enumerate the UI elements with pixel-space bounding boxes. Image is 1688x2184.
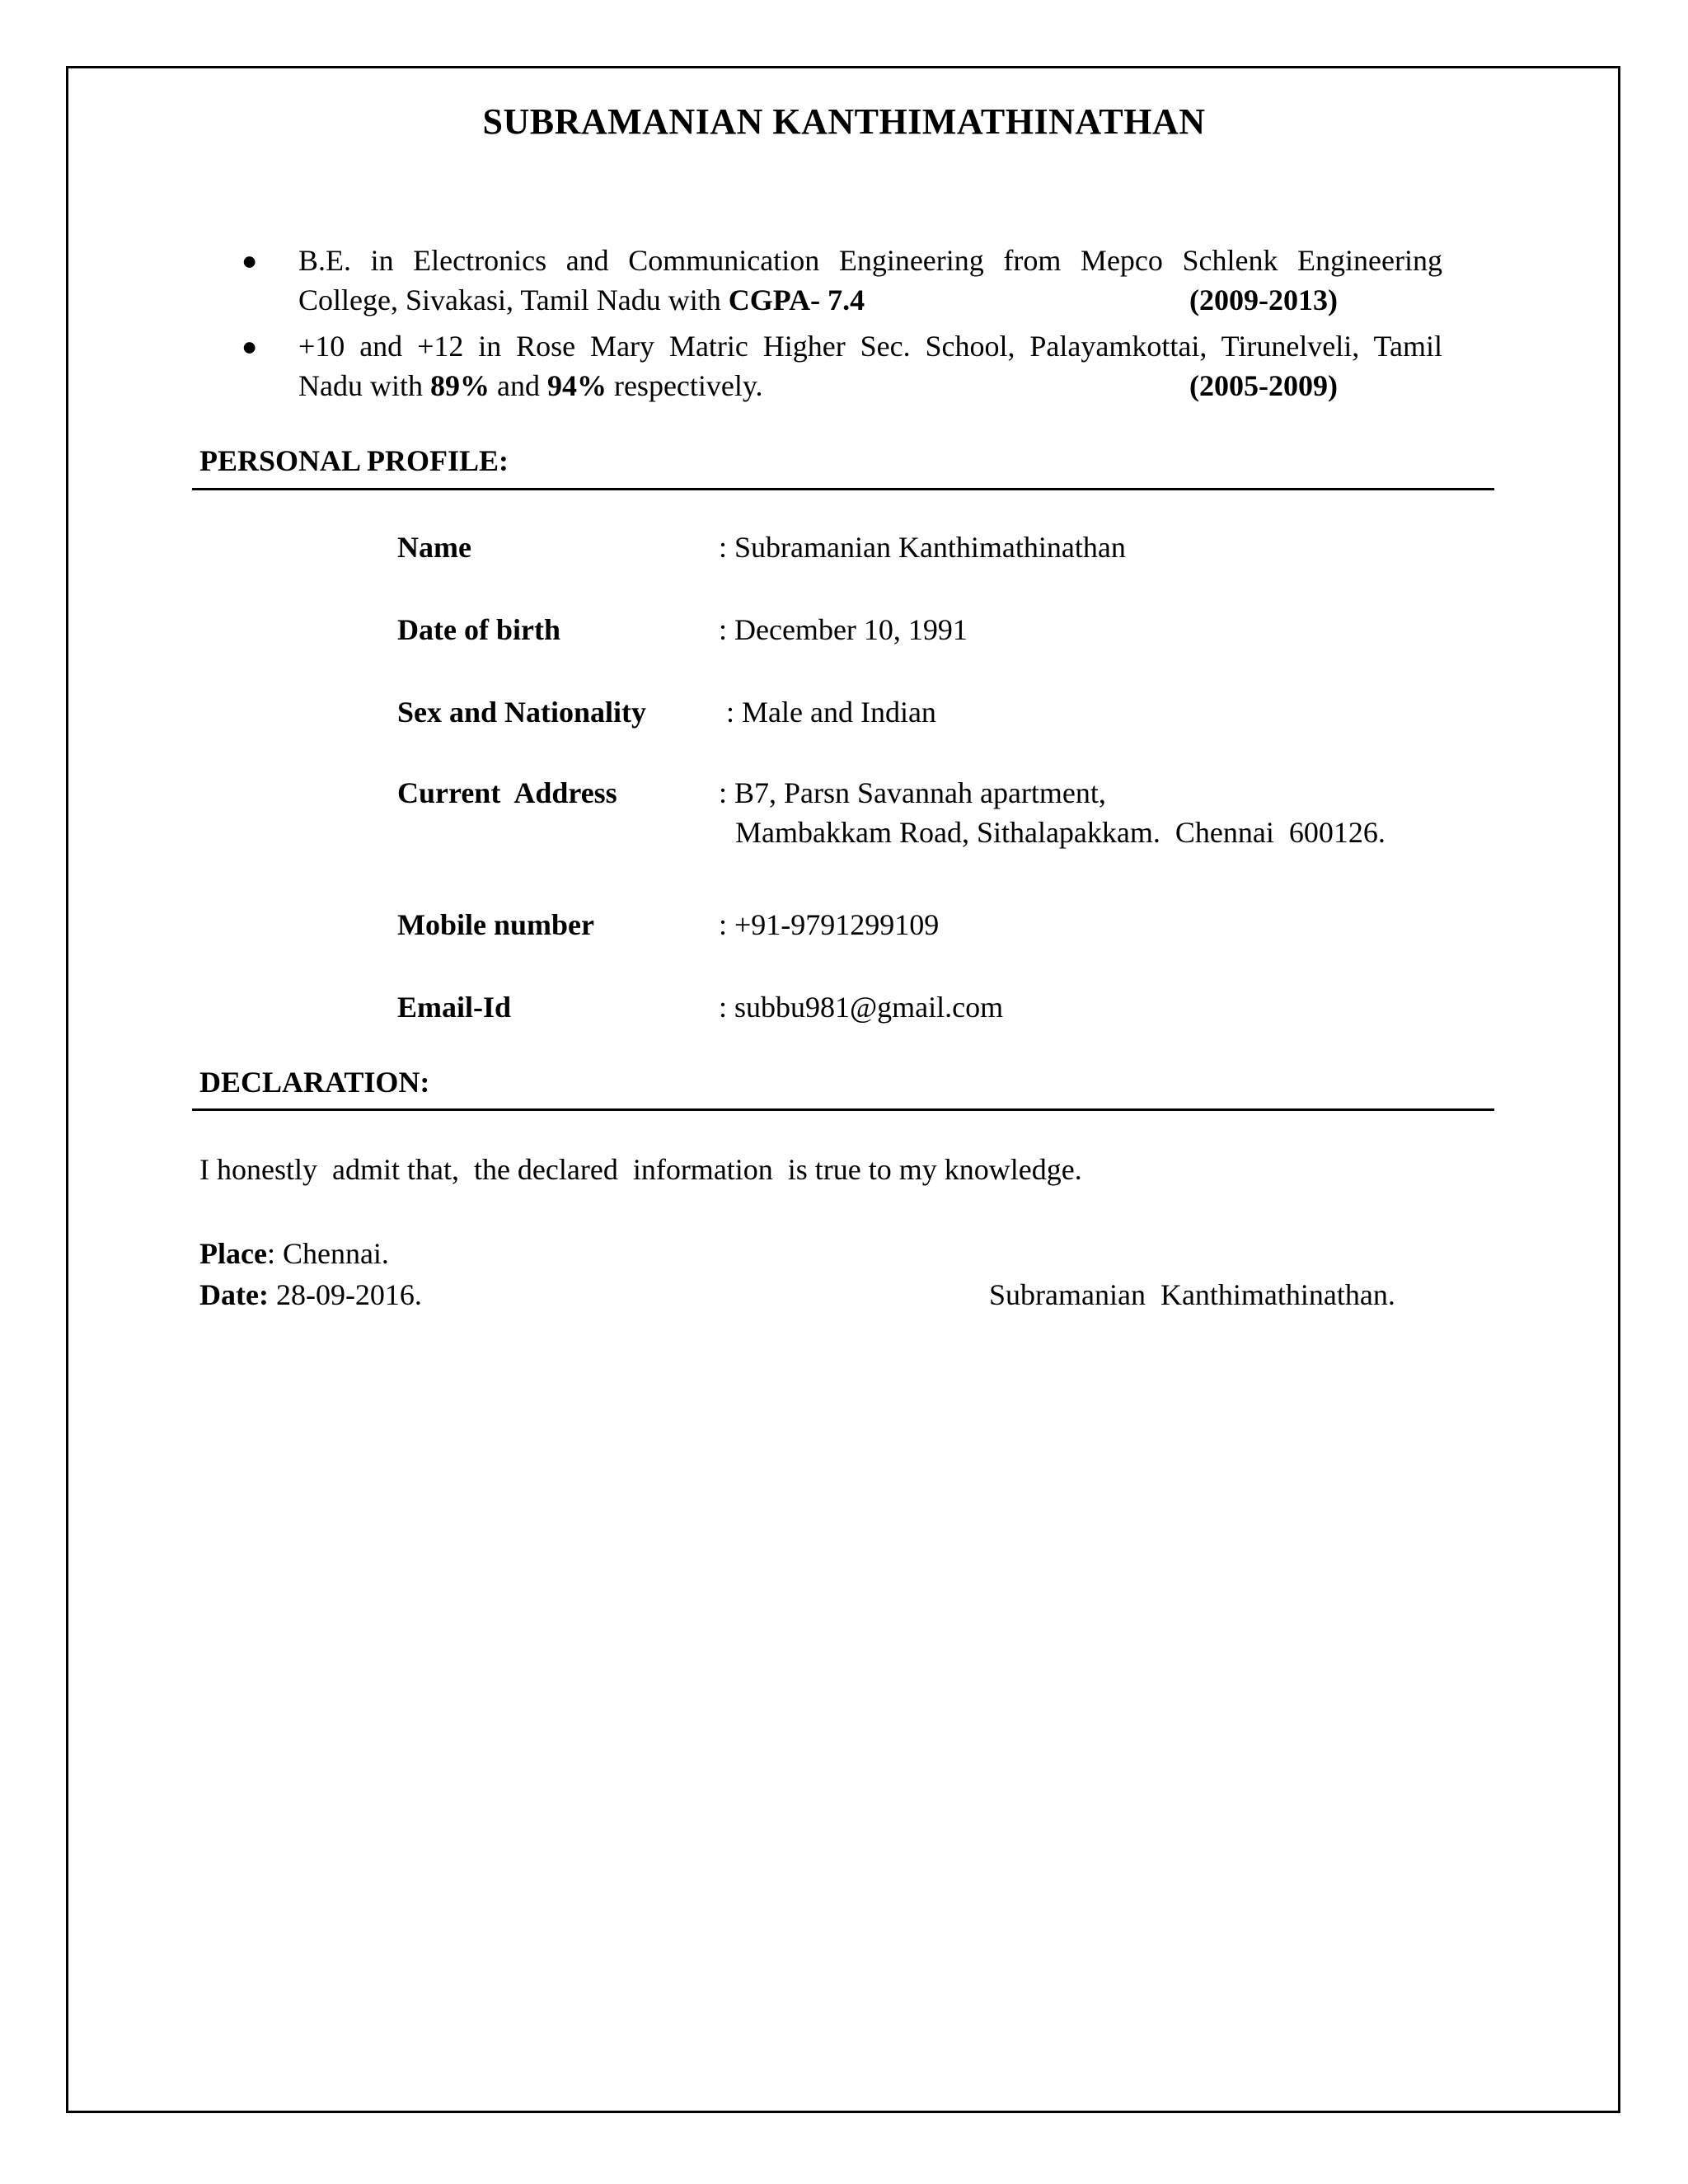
education-item-school xyxy=(243,326,1475,405)
profile-label-dob: Date of birth xyxy=(397,613,560,646)
education-be-line1: B.E. in Electronics and Communication Engineering from Mepco Schlenk Engineering xyxy=(298,244,1442,277)
profile-value-mobile: : +91-9791299109 xyxy=(719,908,940,941)
profile-value-dob: : December 10, 1991 xyxy=(719,613,968,646)
education-be-cgpa: CGPA- 7.4 xyxy=(728,284,865,316)
education-list xyxy=(243,241,1475,412)
declaration-text: I honestly admit that, the declared information is true to my knowledge. xyxy=(199,1153,1082,1186)
profile-label-mobile: Mobile number xyxy=(397,908,594,941)
education-school-suffix: respectively. xyxy=(606,369,763,402)
education-school-line1: +10 and +12 in Rose Mary Matric Higher Sec. School, Palayamkottai, Tirunelveli, Tamil xyxy=(298,330,1442,363)
place-line xyxy=(199,1236,389,1271)
profile-value-email: : subbu981@gmail.com xyxy=(719,991,1004,1024)
education-be-line2-text: College, Sivakasi, Tamil Nadu with xyxy=(298,284,729,316)
education-school-score-10: 89% xyxy=(429,369,490,402)
education-school-score-12: 94% xyxy=(546,369,607,402)
profile-value-address xyxy=(719,773,1386,852)
resume-title: SUBRAMANIAN KANTHIMATHINATHAN xyxy=(482,101,1206,142)
date-value: 28-09-2016. xyxy=(268,1278,422,1311)
education-school-years: (2005-2009) xyxy=(1189,369,1338,402)
education-be-years: (2009-2013) xyxy=(1189,284,1338,316)
education-school-line2 xyxy=(243,366,1475,405)
education-item-be xyxy=(243,241,1475,320)
personal-profile-rule xyxy=(192,488,1494,490)
declaration-heading: DECLARATION: xyxy=(199,1066,430,1099)
profile-label-name: Name xyxy=(397,531,471,564)
education-school-line2-prefix: Nadu with xyxy=(298,369,430,402)
bullet-icon: ● xyxy=(241,246,258,275)
bullet-icon: ● xyxy=(241,331,258,361)
profile-label-email: Email-Id xyxy=(397,991,512,1024)
profile-value-address-line1: : B7, Parsn Savannah apartment, xyxy=(719,776,1106,809)
date-label: Date: xyxy=(199,1278,269,1311)
profile-value-address-line2: Mambakkam Road, Sithalapakkam. Chennai 600126. xyxy=(735,816,1386,849)
declaration-rule xyxy=(192,1108,1494,1111)
place-label: Place xyxy=(199,1237,267,1270)
date-line xyxy=(199,1277,422,1312)
profile-label-sex-nationality: Sex and Nationality xyxy=(397,696,647,729)
place-value: : Chennai. xyxy=(266,1237,389,1270)
education-school-and: and xyxy=(489,369,547,402)
profile-value-sex-nationality: : Male and Indian xyxy=(719,696,936,729)
education-be-line2 xyxy=(243,280,1475,320)
signature-name: Subramanian Kanthimathinathan. xyxy=(989,1278,1395,1311)
profile-label-address: Current Address xyxy=(397,776,617,809)
personal-profile-heading: PERSONAL PROFILE: xyxy=(199,444,509,477)
profile-value-name: : Subramanian Kanthimathinathan xyxy=(719,531,1126,564)
